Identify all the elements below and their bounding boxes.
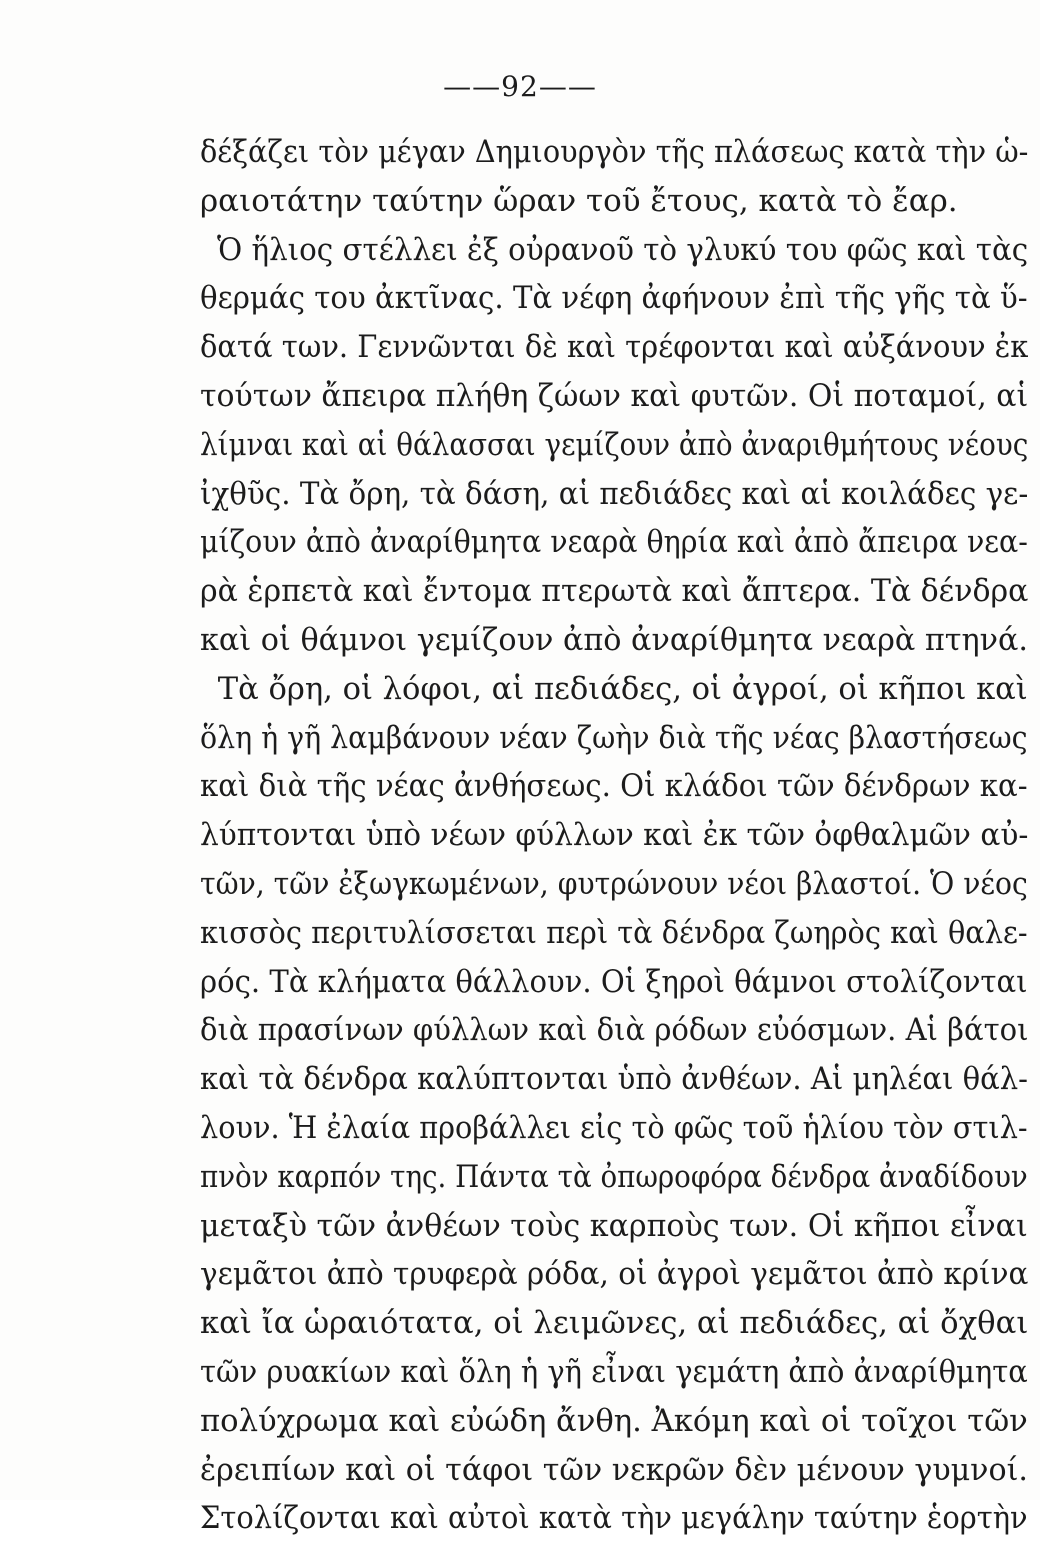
text-line: γεμᾶτοι ἀπὸ τρυφερὰ ρόδα, οἱ ἀγροὶ γεμᾶτοι ἀπὸ κρίνα [200, 1256, 1029, 1293]
text-line: λύπτονται ὑπὸ νέων φύλλων καὶ ἐκ τῶν ὀφθαλμῶν αὐ- [200, 817, 1029, 854]
text-line: διὰ πρασίνων φύλλων καὶ διὰ ρόδων εὐόσμων. Αἱ βάτοι [200, 1012, 1029, 1049]
text-line: τῶν, τῶν ἐξωγκωμένων, φυτρώνουν νέοι βλαστοί. Ὁ νέος [200, 865, 1028, 902]
text-line: λουν. Ἡ ἐλαία προβάλλει εἰς τὸ φῶς τοῦ ἡλίου τὸν στιλ- [200, 1109, 1028, 1146]
text-line: μίζουν ἀπὸ ἀναρίθμητα νεαρὰ θηρία καὶ ἀπὸ ἄπειρα νεα- [200, 524, 1028, 561]
body-text [200, 128, 1030, 1543]
page-number-dash-right: —— [538, 70, 597, 103]
text-line: πνὸν καρπόν της. Πάντα τὰ ὀπωροφόρα δένδρα ἀναδίδουν [200, 1158, 1028, 1195]
text-line: Τὰ ὄρη, οἱ λόφοι, αἱ πεδιάδες, οἱ ἀγροί, οἱ κῆποι καὶ [217, 670, 1028, 707]
text-line: λίμναι καὶ αἱ θάλασσαι γεμίζουν ἀπὸ ἀναριθμήτους νέους [200, 426, 1029, 463]
text-line: δέξάζει τὸν μέγαν Δημιουργὸν τῆς πλάσεως κατὰ τὴν ὡ- [200, 134, 1029, 170]
text-line: πολύχρωμα καὶ εὐώδη ἄνθη. Ἀκόμη καὶ οἱ τοῖχοι τῶν [200, 1402, 1028, 1439]
page-number-dash-left: —— [443, 70, 502, 103]
text-line: μεταξὺ τῶν ἀνθέων τοὺς καρποὺς των. Οἱ κῆποι εἶναι [200, 1207, 1028, 1244]
text-line: κισσὸς περιτυλίσσεται περὶ τὰ δένδρα ζωηρὸς καὶ θαλε- [200, 914, 1028, 951]
text-line: δατά των. Γεννῶνται δὲ καὶ τρέφονται καὶ αὐξάνουν ἐκ [200, 329, 1029, 366]
page-number [0, 70, 1040, 103]
text-line: καὶ οἱ θάμνοι γεμίζουν ἀπὸ ἀναρίθμητα νεαρὰ πτηνά. [200, 621, 1029, 658]
text-line: καὶ τὰ δένδρα καλύπτονται ὑπὸ ἀνθέων. Αἱ μηλέαι θάλ- [200, 1061, 1028, 1098]
text-line: ἐρειπίων καὶ οἱ τάφοι τῶν νεκρῶν δὲν μένουν γυμνοί. [200, 1451, 1028, 1488]
text-line: ρὰ ἑρπετὰ καὶ ἔντομα πτερωτὰ καὶ ἄπτερα. Τὰ δένδρα [200, 573, 1029, 610]
text-line: τούτων ἄπειρα πλήθη ζώων καὶ φυτῶν. Οἱ ποταμοί, αἱ [200, 377, 1029, 414]
text-line: καὶ ἴα ὡραιότατα, οἱ λειμῶνες, αἱ πεδιάδες, αἱ ὄχθαι [200, 1305, 1029, 1342]
text-line: ἰχθῦς. Τὰ ὄρη, τὰ δάση, αἱ πεδιάδες καὶ αἱ κοιλάδες γε- [200, 475, 1029, 512]
page-number-value: 92 [501, 70, 539, 103]
text-line: Στολίζονται καὶ αὐτοὶ κατὰ τὴν μεγάλην ταύτην ἑορτὴν [200, 1500, 1028, 1537]
text-line: ραιοτάτην ταύτην ὥραν τοῦ ἔτους, κατὰ τὸ ἔαρ. [200, 182, 958, 219]
text-line: ρός. Τὰ κλήματα θάλλουν. Οἱ ξηροὶ θάμνοι στολίζονται [200, 963, 1028, 1000]
text-line: Ὁ ἥλιος στέλλει ἐξ οὐρανοῦ τὸ γλυκύ του φῶς καὶ τὰς [217, 231, 1029, 268]
text-line: ὅλη ἡ γῆ λαμβάνουν νέαν ζωὴν διὰ τῆς νέας βλαστήσεως [200, 719, 1028, 756]
text-line: τῶν ρυακίων καὶ ὅλη ἡ γῆ εἶναι γεμάτη ἀπὸ ἀναρίθμητα [200, 1353, 1028, 1390]
text-line: θερμάς του ἀκτῖνας. Τὰ νέφη ἀφήνουν ἐπὶ τῆς γῆς τὰ ὕ- [200, 280, 1028, 317]
text-line: καὶ διὰ τῆς νέας ἀνθήσεως. Οἱ κλάδοι τῶν δένδρων κα- [200, 768, 1028, 805]
